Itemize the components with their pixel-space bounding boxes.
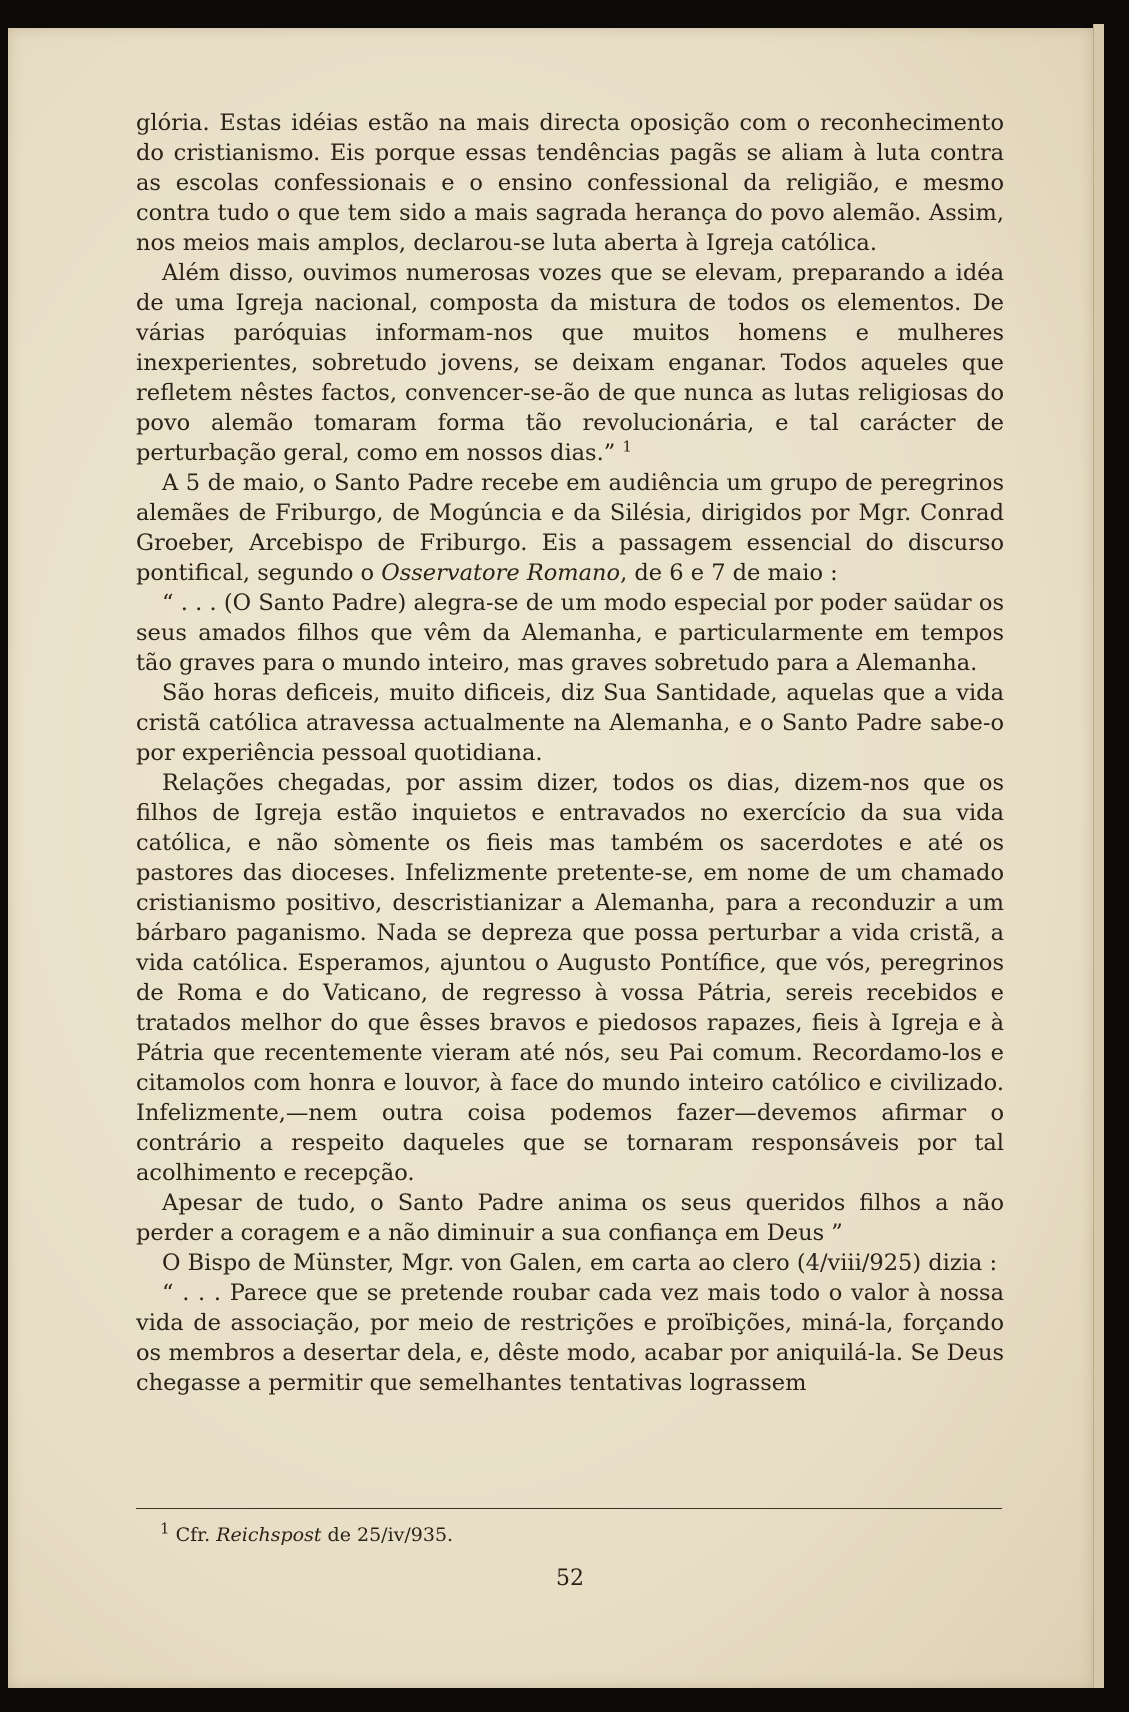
paragraph: glória. Estas idéias estão na mais directa oposição com o reconhecimento do cristianismo. Eis porque essas tendências pagãs se aliam à luta contra as escolas confessionais e o ensino confessional da religião, e mesmo contra tudo o que tem sido a mais sagrada herança do povo alemão. Assim, nos meios mais amplos, declarou-se luta aberta à Igreja católica. [136, 110, 1004, 256]
paragraph: “ . . . Parece que se pretende roubar cada vez mais todo o valor à nossa vida de associação, por meio de restrições e proïbições, miná-la, forçando os membros a desertar dela, e, dêste modo, acabar por aniquilá-la. Se Deus chegasse a permitir que semelhantes tentativas lograssem [136, 1280, 1004, 1396]
paragraph: “ . . . (O Santo Padre) alegra-se de um modo especial por poder saüdar os seus amados filhos que vêm da Alemanha, e particularmente em tempos tão graves para o mundo inteiro, mas graves sobretudo para a Alemanha. [136, 590, 1004, 676]
footnote-source: Reichspost [216, 1524, 322, 1546]
paragraph: Apesar de tudo, o Santo Padre anima os seus queridos filhos a não perder a coragem e a não diminuir a sua confiança em Deus ” [136, 1190, 1004, 1246]
footnote-divider [136, 1508, 1002, 1509]
footnote-suffix: de 25/iv/935. [327, 1524, 454, 1546]
paragraph [136, 258, 1004, 468]
body-text [136, 108, 1004, 1398]
newspaper-title: Osservatore Romano [381, 560, 621, 586]
footnote-reference: 1 [622, 437, 632, 456]
footnote-marker: 1 [160, 1519, 170, 1538]
paragraph-text: Além disso, ouvimos numerosas vozes que se elevam, preparando a idéa de uma Igreja nacional, composta da mistura de todos os elementos. De várias paróquias informam-nos que muitos homens e mulheres inexperientes, sobretudo jovens, se deixam enganar. Todos aqueles que refletem nêstes factos, convencer-se-ão de que nunca as lutas religiosas do povo alemão tomaram forma tão revolucionária, e tal carácter de perturbação geral, como em nossos dias.” [136, 260, 1004, 466]
paragraph: A 5 de maio, o Santo Padre recebe em audiência um grupo de peregrinos alemães de Friburgo, de Mogúncia e da Silésia, dirigidos por Mgr. Conrad Groeber, Arcebispo de Friburgo. Eis a passagem essencial do discurso pontifical, segundo o Osservatore Romano, de 6 e 7 de maio : [136, 470, 1004, 586]
paragraph: São horas deficeis, muito dificeis, diz Sua Santidade, aquelas que a vida cristã católica atravessa actualmente na Alemanha, e o Santo Padre sabe-o por experiência pessoal quotidiana. [136, 680, 1004, 766]
paragraph: Relações chegadas, por assim dizer, todos os dias, dizem-nos que os filhos de Igreja estão inquietos e entravados no exercício da sua vida católica, e não sòmente os fieis mas também os sacerdotes e até os pastores das dioceses. Infelizmente pretente-se, em nome de um chamado cristianismo positivo, descristianizar a Alemanha, para a reconduzir a um bárbaro paganismo. Nada se depreza que possa perturbar a vida cristã, a vida católica. Esperamos, ajuntou o Augusto Pontífice, que vós, peregrinos de Roma e do Vaticano, de regresso à vossa Pátria, sereis recebidos e tratados melhor do que êsses bravos e piedosos rapazes, fieis à Igreja e à Pátria que recentemente vieram até nós, seu Pai comum. Recordamo-los e citamolos com honra e louvor, à face do mundo inteiro católico e civilizado. Infelizmente,—nem outra coisa podemos fazer—devemos afirmar o contrário a respeito daqueles que se tornaram responsáveis por tal acolhimento e recepção. [136, 770, 1004, 1186]
page-edge [1093, 24, 1104, 1688]
footnote-prefix: Cfr. [175, 1524, 211, 1546]
paragraph: O Bispo de Münster, Mgr. von Galen, em carta ao clero (4/viii/925) dizia : [162, 1250, 998, 1276]
page-number: 52 [556, 1566, 584, 1591]
footnote [160, 1519, 1000, 1548]
